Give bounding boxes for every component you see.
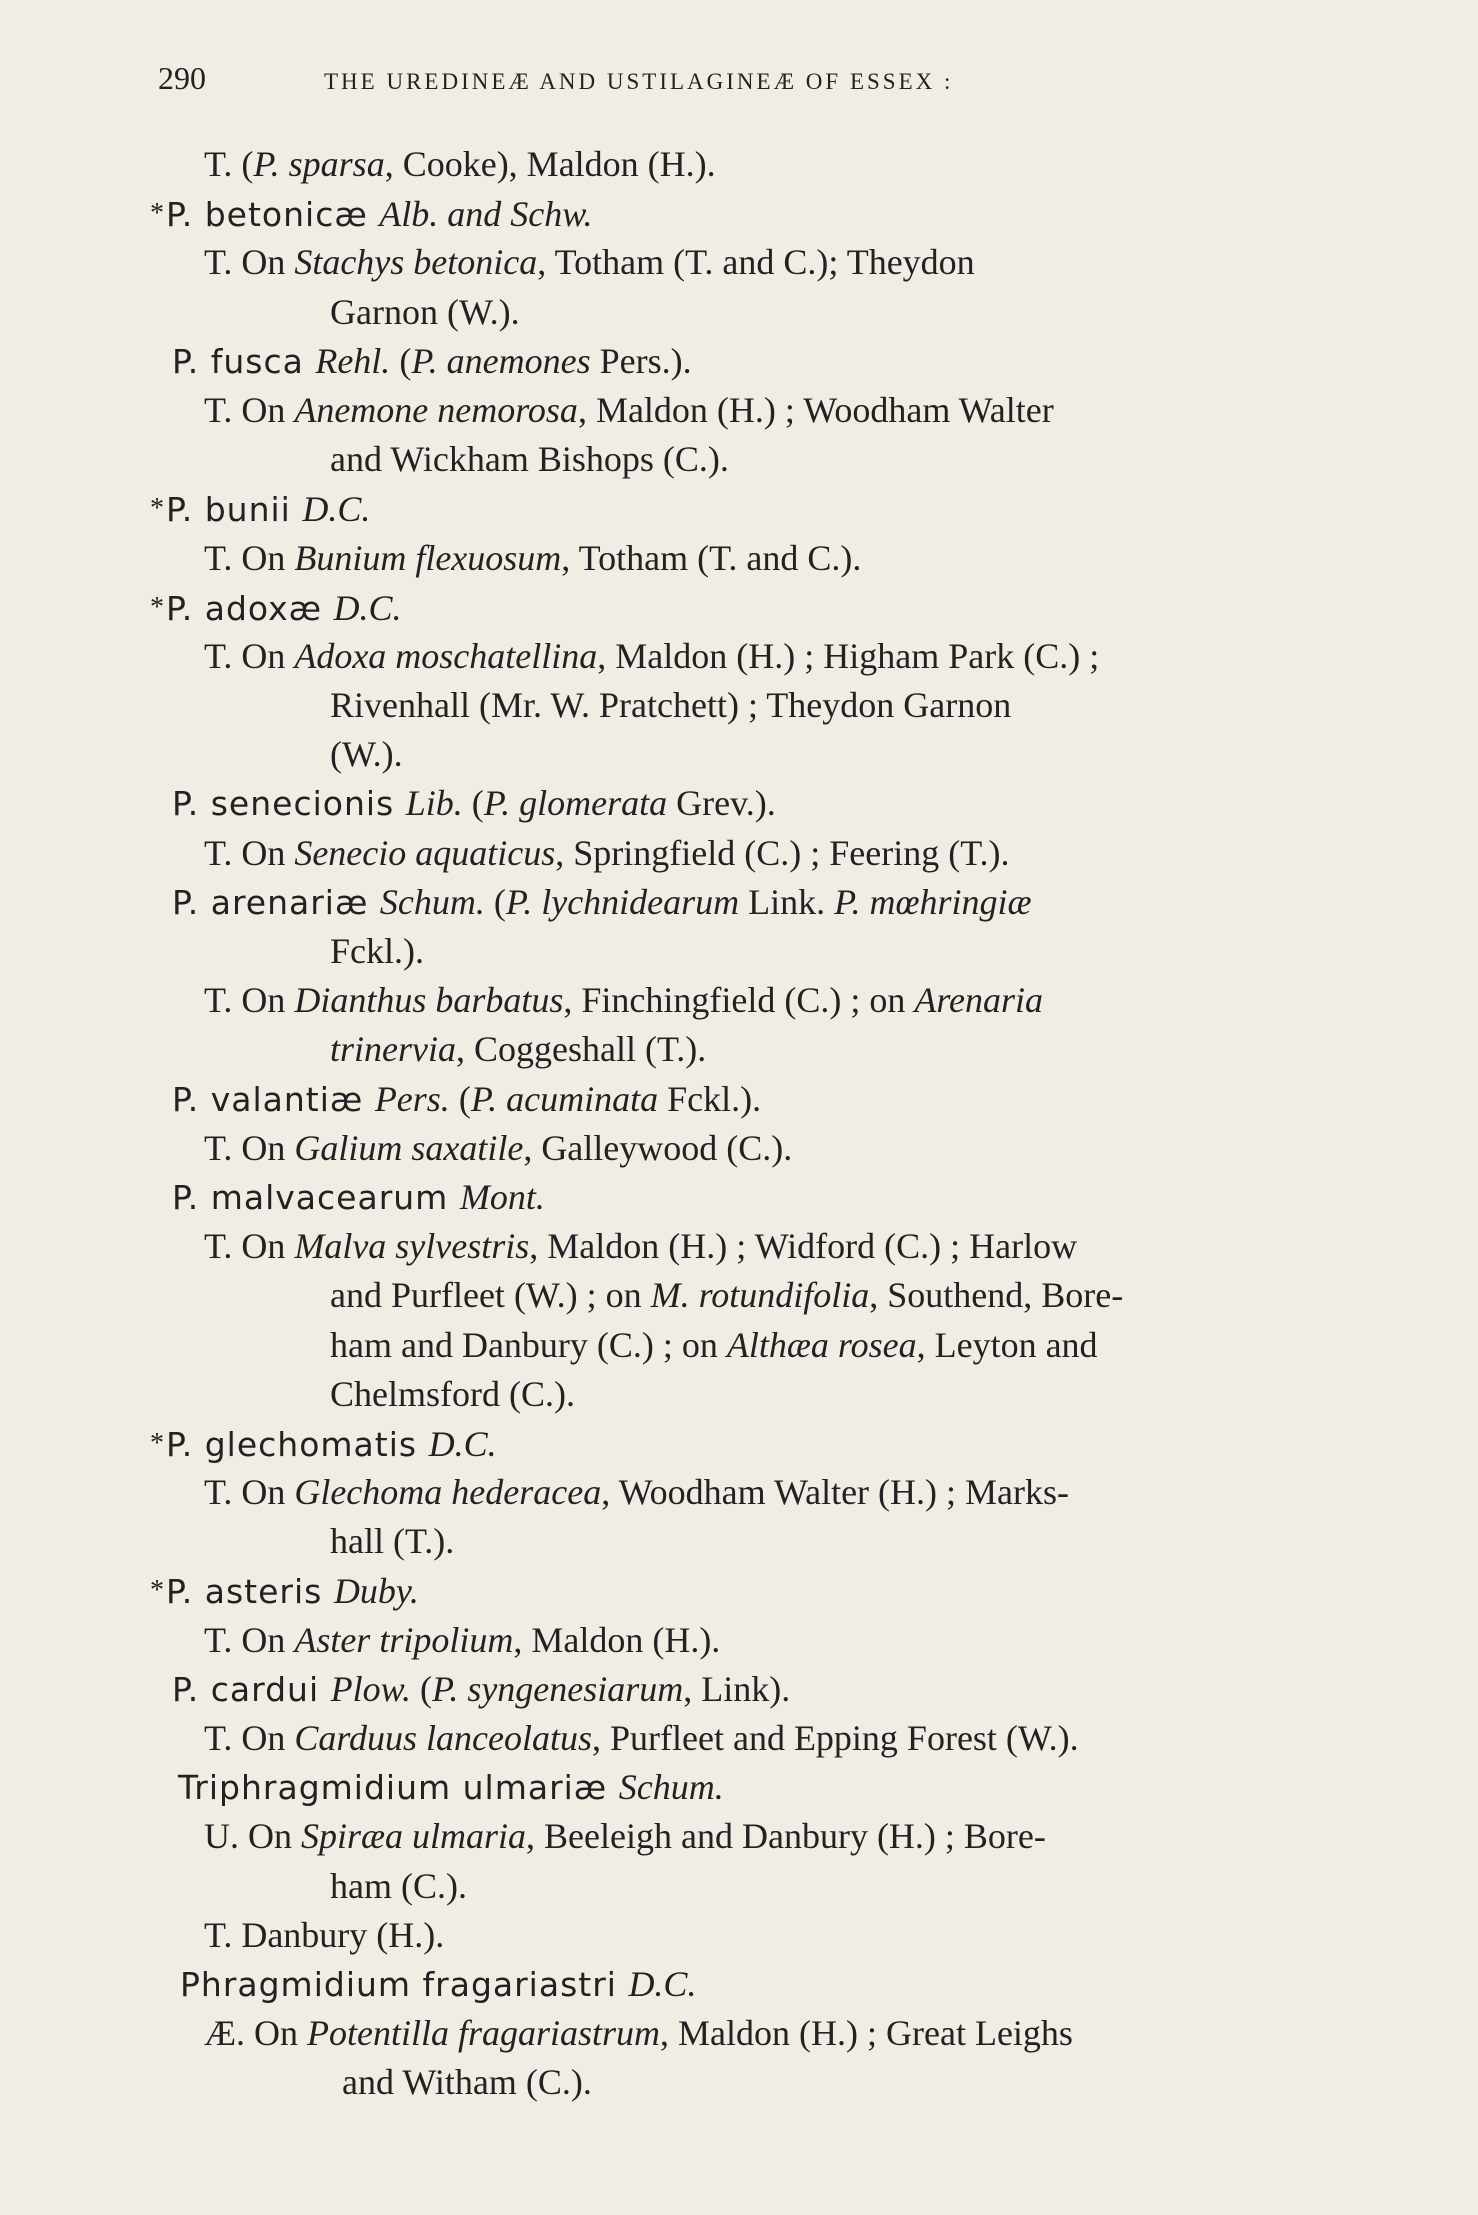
line-text	[178, 1763, 724, 1812]
new-record-asterisk: *	[150, 591, 164, 623]
line-text	[150, 583, 402, 633]
species-name: P. adoxæ	[166, 588, 334, 628]
italic-text: Stachys betonica	[294, 242, 538, 283]
line-text	[204, 1124, 792, 1173]
text-line	[0, 1419, 1478, 1468]
italic-text: Schum.	[618, 1767, 724, 1808]
text-line	[0, 779, 1478, 828]
roman-text: , Totham (T. and C.).	[561, 537, 862, 578]
roman-text: T. (	[204, 144, 254, 184]
text-line	[0, 1714, 1478, 1763]
text-line	[0, 2058, 1478, 2107]
italic-text: Dianthus barbatus	[294, 980, 564, 1021]
line-text	[330, 1517, 454, 1566]
roman-text: and Witham (C.).	[342, 2062, 592, 2103]
line-text	[330, 1370, 575, 1419]
line-text	[330, 1862, 467, 1911]
italic-text: P. mœhringiæ	[834, 881, 1032, 922]
roman-text: Rivenhall (Mr. W. Pratchett) ; Theydon Garnon	[330, 685, 1012, 726]
roman-text: , Springfield (C.) ; Feering (T.).	[555, 832, 1010, 873]
line-text	[172, 1665, 790, 1714]
text-line	[0, 337, 1478, 386]
text-line	[0, 140, 1478, 189]
roman-text: , Galleywood (C.).	[523, 1127, 793, 1168]
line-text	[204, 829, 1010, 878]
text-line	[0, 1271, 1478, 1320]
roman-text: , Beeleigh and Danbury (H.) ; Bore-	[526, 1816, 1046, 1857]
roman-text: T. On	[204, 1619, 295, 1660]
italic-text: D.C.	[628, 1963, 697, 2004]
italic-text: P. sparsa	[253, 144, 385, 184]
line-text	[330, 435, 729, 484]
roman-text: ham (C.).	[330, 1865, 467, 1906]
line-text	[204, 2009, 1073, 2058]
text-line	[0, 1763, 1478, 1812]
roman-text: (W.).	[330, 734, 403, 775]
roman-text: T. On	[204, 832, 295, 873]
roman-text: (	[462, 783, 484, 824]
roman-text: T. On	[204, 1718, 295, 1758]
running-head	[158, 60, 1378, 97]
text-line	[0, 1173, 1478, 1222]
running-title: THE UREDINEÆ AND USTILAGINEÆ OF ESSEX :	[324, 69, 954, 94]
text-line	[0, 386, 1478, 435]
italic-text: P. glomerata	[483, 783, 668, 824]
italic-text: Potentilla fragariastrum	[307, 2013, 661, 2054]
species-name: P. valantiæ	[172, 1079, 375, 1119]
page-number: 290	[158, 60, 206, 96]
roman-text: Chelmsford (C.).	[330, 1373, 575, 1414]
line-text	[150, 1419, 497, 1469]
text-line	[0, 681, 1478, 730]
text-line	[0, 829, 1478, 878]
line-text	[172, 337, 692, 386]
italic-text: D.C.	[428, 1423, 497, 1464]
text-line	[0, 976, 1478, 1025]
line-text	[204, 140, 716, 189]
page-body	[0, 140, 1478, 2108]
italic-text: Schum.	[379, 881, 485, 922]
line-text	[204, 1616, 720, 1665]
roman-text: , Link).	[683, 1668, 791, 1709]
line-text	[330, 1321, 1098, 1370]
text-line	[0, 730, 1478, 779]
italic-text: trinervia	[330, 1029, 456, 1070]
italic-text: Duby.	[333, 1571, 419, 1612]
roman-text: ham and Danbury (C.) ; on	[330, 1324, 727, 1365]
text-line	[0, 878, 1478, 927]
line-text	[204, 534, 861, 583]
italic-text: Anemone nemorosa	[294, 389, 578, 430]
roman-text: Æ. On	[204, 2013, 308, 2054]
italic-text: Galium saxatile	[294, 1127, 524, 1168]
line-text	[330, 927, 424, 976]
italic-text: Alb. and Schw.	[379, 194, 593, 235]
line-text	[150, 1566, 419, 1616]
text-line	[0, 1124, 1478, 1173]
text-line	[0, 1075, 1478, 1124]
line-text	[204, 1812, 1046, 1861]
roman-text: U. On	[204, 1816, 301, 1857]
new-record-asterisk: *	[150, 493, 164, 525]
roman-text: , Woodham Walter (H.) ; Marks-	[601, 1472, 1069, 1513]
italic-text: P. anemones	[411, 340, 591, 381]
italic-text: Aster tripolium	[294, 1619, 514, 1660]
text-line	[0, 484, 1478, 533]
roman-text: T. On	[204, 537, 295, 578]
italic-text: Glechoma hederacea	[294, 1472, 602, 1513]
text-line	[0, 288, 1478, 337]
roman-text: , Cooke), Maldon (H.).	[384, 144, 716, 184]
roman-text: (	[390, 340, 412, 381]
roman-text: hall (T.).	[330, 1521, 455, 1562]
line-text	[172, 1173, 545, 1222]
roman-text: , Leyton and	[916, 1324, 1098, 1365]
line-text	[204, 1714, 1079, 1763]
text-line	[0, 1025, 1478, 1074]
italic-text: Mont.	[459, 1176, 545, 1217]
roman-text: Grev.).	[667, 783, 776, 824]
text-line	[0, 1911, 1478, 1960]
new-record-asterisk: *	[150, 198, 164, 230]
species-name: P. cardui	[172, 1669, 331, 1709]
italic-text: M. rotundifolia	[650, 1275, 870, 1316]
text-line	[0, 2009, 1478, 2058]
italic-text: Pers.	[374, 1078, 450, 1119]
line-text	[204, 1222, 1077, 1271]
roman-text: (	[449, 1078, 471, 1119]
line-text	[172, 878, 1032, 927]
species-name: P. fusca	[172, 341, 316, 381]
italic-text: P. syngenesiarum	[431, 1668, 684, 1709]
roman-text: T. On	[204, 1472, 295, 1513]
roman-text: , Maldon (H.) ; Woodham Walter	[577, 389, 1054, 430]
italic-text: Adoxa moschatellina	[294, 635, 598, 676]
roman-text: and Purfleet (W.) ; on	[330, 1275, 651, 1316]
roman-text: , Southend, Bore-	[869, 1275, 1124, 1316]
line-text	[204, 632, 1099, 681]
line-text	[330, 1271, 1123, 1320]
roman-text: Garnon (W.).	[330, 291, 520, 332]
roman-text: (	[484, 881, 506, 922]
italic-text: Althæa rosea	[726, 1324, 917, 1365]
italic-text: Plow.	[330, 1668, 411, 1709]
roman-text: , Maldon (H.) ; Widford (C.) ; Harlow	[529, 1226, 1078, 1267]
new-record-asterisk: *	[150, 1427, 164, 1459]
text-line	[0, 1616, 1478, 1665]
italic-text: Lib.	[405, 783, 463, 824]
text-line	[0, 534, 1478, 583]
roman-text: , Maldon (H.) ; Higham Park (C.) ;	[597, 635, 1100, 676]
italic-text: D.C.	[302, 489, 371, 530]
new-record-asterisk: *	[150, 1575, 164, 1607]
roman-text: , Purfleet and Epping Forest (W.).	[592, 1718, 1079, 1758]
species-name: P. arenariæ	[172, 882, 380, 922]
species-name: Triphragmidium ulmariæ	[178, 1768, 619, 1808]
species-name: P. asteris	[166, 1572, 334, 1612]
line-text	[330, 730, 403, 779]
roman-text: T. On	[204, 980, 295, 1021]
line-text	[342, 2058, 592, 2107]
roman-text: Fckl.).	[330, 931, 424, 971]
text-line	[0, 1665, 1478, 1714]
text-line	[0, 189, 1478, 238]
italic-text: D.C.	[333, 587, 402, 628]
roman-text: T. On	[204, 389, 295, 430]
text-line	[0, 435, 1478, 484]
text-line	[0, 583, 1478, 632]
text-line	[0, 1862, 1478, 1911]
italic-text: Spiræa ulmaria	[301, 1816, 527, 1857]
roman-text: and Wickham Bishops (C.).	[330, 439, 729, 480]
line-text	[204, 238, 975, 287]
species-name: P. senecionis	[172, 784, 406, 824]
roman-text: , Maldon (H.) ; Great Leighs	[660, 2013, 1073, 2054]
text-line	[0, 1370, 1478, 1419]
text-line	[0, 1566, 1478, 1615]
species-name: P. bunii	[166, 490, 303, 530]
line-text	[204, 386, 1054, 435]
species-name: P. betonicæ	[166, 195, 380, 235]
text-line	[0, 1517, 1478, 1566]
text-line	[0, 632, 1478, 681]
roman-text: (	[410, 1668, 432, 1709]
text-line	[0, 1812, 1478, 1861]
roman-text: T. On	[204, 635, 295, 676]
roman-text: Fckl.).	[658, 1078, 762, 1119]
italic-text: P. lychnidearum	[505, 881, 740, 922]
line-text	[150, 484, 370, 534]
species-name: P. malvacearum	[172, 1177, 460, 1217]
roman-text: , Totham (T. and C.); Theydon	[537, 242, 975, 283]
line-text	[150, 189, 593, 239]
roman-text: , Maldon (H.).	[513, 1619, 721, 1660]
italic-text: Senecio aquaticus	[294, 832, 556, 873]
line-text	[172, 1075, 761, 1124]
roman-text: T. Danbury (H.).	[204, 1914, 445, 1955]
text-line	[0, 1321, 1478, 1370]
line-text	[330, 681, 1011, 730]
roman-text: T. On	[204, 1127, 295, 1168]
line-text	[204, 1911, 444, 1960]
text-line	[0, 927, 1478, 976]
italic-text: Rehl.	[315, 340, 391, 381]
line-text	[204, 1468, 1069, 1517]
line-text	[330, 1025, 706, 1074]
italic-text: Bunium flexuosum	[294, 537, 562, 578]
line-text	[172, 779, 776, 828]
italic-text: Arenaria	[914, 980, 1043, 1021]
text-line	[0, 238, 1478, 287]
roman-text: Pers.).	[590, 340, 692, 381]
roman-text: T. On	[204, 242, 295, 283]
line-text	[204, 976, 1043, 1025]
text-line	[0, 1222, 1478, 1271]
italic-text: Malva sylvestris	[294, 1226, 530, 1267]
species-name: P. glechomatis	[166, 1424, 429, 1464]
text-line	[0, 1960, 1478, 2009]
text-line	[0, 1468, 1478, 1517]
line-text	[180, 1960, 696, 2009]
italic-text: P. acuminata	[470, 1078, 659, 1119]
line-text	[330, 288, 520, 337]
roman-text: , Finchingfield (C.) ; on	[563, 980, 915, 1021]
italic-text: Carduus lanceolatus	[294, 1718, 592, 1758]
species-name: Phragmidium fragariastri	[180, 1964, 629, 2004]
roman-text: , Coggeshall (T.).	[455, 1029, 707, 1070]
roman-text: T. On	[204, 1226, 295, 1267]
roman-text: Link.	[739, 881, 835, 922]
